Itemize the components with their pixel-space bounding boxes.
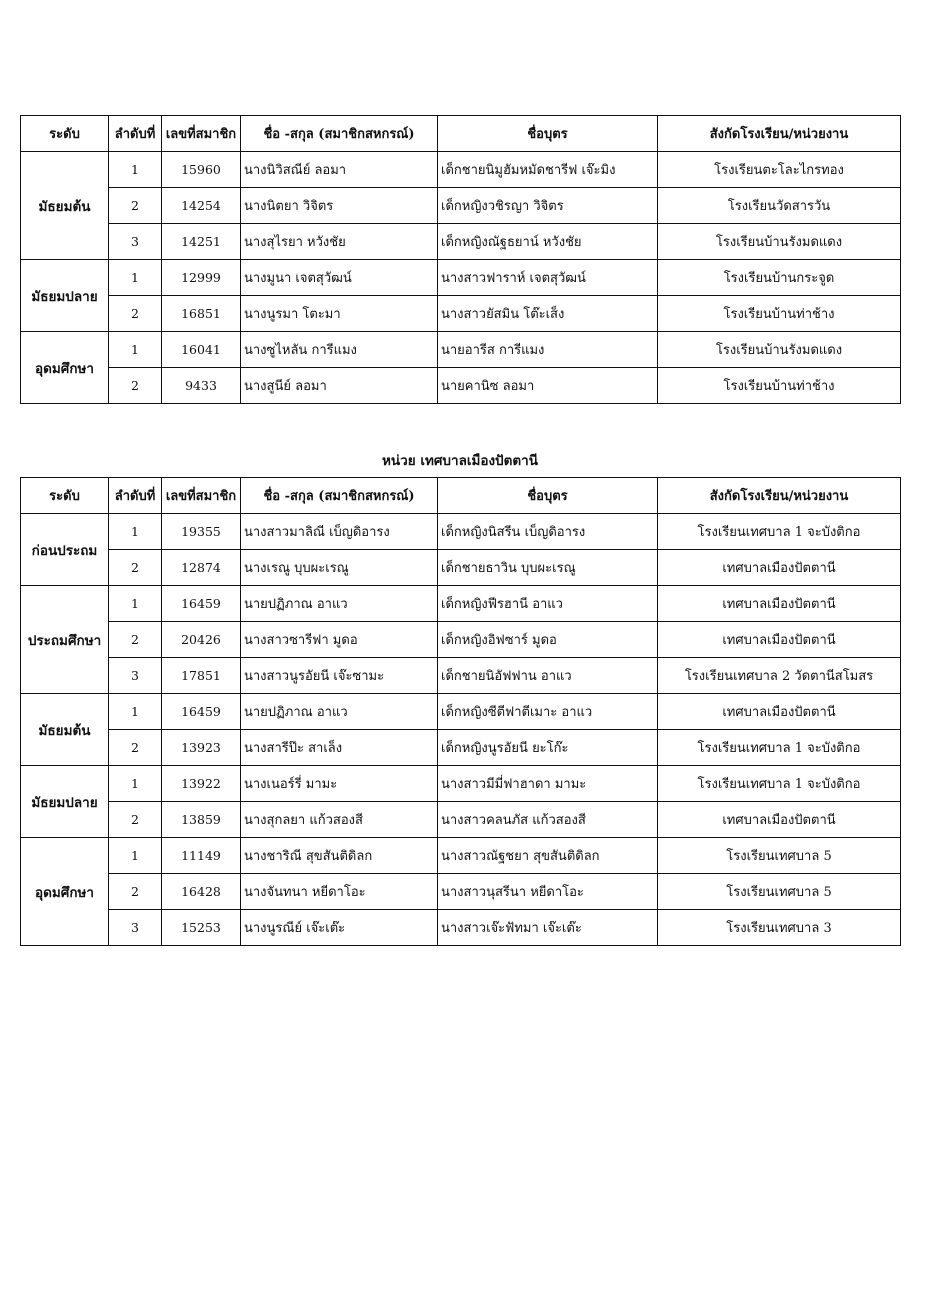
header-member-id: เลขที่สมาชิก [162, 116, 241, 152]
child-name-cell: เด็กชายธาวิน บุบผะเรณู [438, 550, 658, 586]
member-name-cell: นางชาริณี สุขสันติดิลก [241, 838, 438, 874]
table-row [21, 622, 901, 658]
child-name-cell: เด็กชายนิอัฟฟาน อาแว [438, 658, 658, 694]
order-cell: 1 [109, 694, 162, 730]
level-cell: มัธยมต้น [21, 152, 109, 260]
table-row [21, 550, 901, 586]
school-cell: โรงเรียนเทศบาล 3 [658, 910, 901, 946]
member-name-cell: นางสาวมาลิณี เบ็ญดิอารง [241, 514, 438, 550]
member-name-cell: นางซูไหลัน การีแมง [241, 332, 438, 368]
table-row [21, 766, 901, 802]
table-row [21, 874, 901, 910]
table-row [21, 658, 901, 694]
order-cell: 1 [109, 766, 162, 802]
child-name-cell: เด็กหญิงฟีรฮานี อาแว [438, 586, 658, 622]
header-row [21, 478, 901, 514]
member-name-cell: นางนิตยา วิจิตร [241, 188, 438, 224]
table-row [21, 260, 901, 296]
header-school: สังกัดโรงเรียน/หน่วยงาน [658, 478, 901, 514]
child-name-cell: นางสาวเจ๊ะฟัทมา เจ๊ะเต๊ะ [438, 910, 658, 946]
member-id-cell: 9433 [162, 368, 241, 404]
member-name-cell: นายปฏิภาณ อาแว [241, 694, 438, 730]
header-row [21, 116, 901, 152]
school-cell: โรงเรียนตะโละไกรทอง [658, 152, 901, 188]
level-cell: ประถมศึกษา [21, 586, 109, 694]
member-id-cell: 13922 [162, 766, 241, 802]
member-name-cell: นางสาวนูรอัยนี เจ๊ะซามะ [241, 658, 438, 694]
header-member-id: เลขที่สมาชิก [162, 478, 241, 514]
header-member-name: ชื่อ -สกุล (สมาชิกสหกรณ์) [241, 116, 438, 152]
member-name-cell: นางสุกลยา แก้วสองสี [241, 802, 438, 838]
member-name-cell: นางนูรณีย์ เจ๊ะเต๊ะ [241, 910, 438, 946]
table-row [21, 332, 901, 368]
child-name-cell: เด็กหญิงนูรอัยนี ยะโก๊ะ [438, 730, 658, 766]
table-row [21, 152, 901, 188]
member-name-cell: นางนิวิสณีย์ ลอมา [241, 152, 438, 188]
child-name-cell: นางสาวมีมี่ฟาฮาดา มามะ [438, 766, 658, 802]
school-cell: เทศบาลเมืองปัตตานี [658, 622, 901, 658]
school-cell: โรงเรียนเทศบาล 1 จะบังติกอ [658, 766, 901, 802]
table-row [21, 802, 901, 838]
table-row [21, 838, 901, 874]
school-cell: โรงเรียนบ้านรังมดแดง [658, 332, 901, 368]
member-id-cell: 16459 [162, 586, 241, 622]
order-cell: 1 [109, 514, 162, 550]
member-id-cell: 16428 [162, 874, 241, 910]
child-name-cell: นางสาวยัสมิน โต๊ะเส็ง [438, 296, 658, 332]
header-level: ระดับ [21, 116, 109, 152]
member-id-cell: 20426 [162, 622, 241, 658]
school-cell: โรงเรียนวัดสารวัน [658, 188, 901, 224]
member-id-cell: 16851 [162, 296, 241, 332]
child-name-cell: นางสาวนุสรีนา หยีดาโอะ [438, 874, 658, 910]
order-cell: 3 [109, 658, 162, 694]
member-name-cell: นางเรณู บุบผะเรณู [241, 550, 438, 586]
member-name-cell: นางสาวซารีฟา มูดอ [241, 622, 438, 658]
school-cell: เทศบาลเมืองปัตตานี [658, 550, 901, 586]
order-cell: 1 [109, 332, 162, 368]
member-id-cell: 19355 [162, 514, 241, 550]
member-id-cell: 11149 [162, 838, 241, 874]
member-name-cell: นางเนอร์รี่ มามะ [241, 766, 438, 802]
level-cell: มัธยมต้น [21, 694, 109, 766]
school-cell: โรงเรียนเทศบาล 1 จะบังติกอ [658, 514, 901, 550]
order-cell: 1 [109, 260, 162, 296]
member-name-cell: นางจันทนา หยีดาโอะ [241, 874, 438, 910]
child-name-cell: นายคานิซ ลอมา [438, 368, 658, 404]
header-member-name: ชื่อ -สกุล (สมาชิกสหกรณ์) [241, 478, 438, 514]
order-cell: 1 [109, 838, 162, 874]
table2-title: หน่วย เทศบาลเมืองปัตตานี [382, 453, 538, 469]
header-order: ลำดับที่ [109, 116, 162, 152]
member-id-cell: 16459 [162, 694, 241, 730]
scholarship-table-1 [20, 115, 901, 404]
table-row [21, 694, 901, 730]
school-cell: โรงเรียนเทศบาล 1 จะบังติกอ [658, 730, 901, 766]
child-name-cell: นายอารีส การีแมง [438, 332, 658, 368]
table-row [21, 910, 901, 946]
member-id-cell: 15253 [162, 910, 241, 946]
level-cell: อุดมศึกษา [21, 332, 109, 404]
school-cell: โรงเรียนบ้านท่าช้าง [658, 296, 901, 332]
member-name-cell: นางนูรมา โตะมา [241, 296, 438, 332]
child-name-cell: เด็กชายนิมูฮัมหมัดชารีฟ เจ๊ะมิง [438, 152, 658, 188]
order-cell: 3 [109, 910, 162, 946]
order-cell: 2 [109, 874, 162, 910]
child-name-cell: เด็กหญิงซีตีฟาตีเมาะ อาแว [438, 694, 658, 730]
table-row [21, 514, 901, 550]
child-name-cell: นางสาวคลนภัส แก้วสองสี [438, 802, 658, 838]
order-cell: 1 [109, 586, 162, 622]
order-cell: 2 [109, 296, 162, 332]
level-cell: มัธยมปลาย [21, 766, 109, 838]
member-id-cell: 13859 [162, 802, 241, 838]
order-cell: 2 [109, 802, 162, 838]
child-name-cell: เด็กหญิงอิฟซาร์ มูดอ [438, 622, 658, 658]
order-cell: 1 [109, 152, 162, 188]
table-row [21, 730, 901, 766]
header-child-name: ชื่อบุตร [438, 116, 658, 152]
school-cell: เทศบาลเมืองปัตตานี [658, 586, 901, 622]
table-row [21, 296, 901, 332]
member-id-cell: 12874 [162, 550, 241, 586]
member-id-cell: 16041 [162, 332, 241, 368]
table-row [21, 188, 901, 224]
member-id-cell: 13923 [162, 730, 241, 766]
child-name-cell: นางสาวณัฐชยา สุขสันติดิลก [438, 838, 658, 874]
order-cell: 2 [109, 368, 162, 404]
school-cell: โรงเรียนเทศบาล 5 [658, 838, 901, 874]
member-name-cell: นางสูนีย์ ลอมา [241, 368, 438, 404]
order-cell: 2 [109, 622, 162, 658]
member-id-cell: 14251 [162, 224, 241, 260]
level-cell: อุดมศึกษา [21, 838, 109, 946]
member-name-cell: นางสุไรยา หวังชัย [241, 224, 438, 260]
header-level: ระดับ [21, 478, 109, 514]
scholarship-table-2 [20, 477, 901, 946]
school-cell: โรงเรียนบ้านรังมดแดง [658, 224, 901, 260]
school-cell: เทศบาลเมืองปัตตานี [658, 694, 901, 730]
order-cell: 2 [109, 730, 162, 766]
member-name-cell: นายปฏิภาณ อาแว [241, 586, 438, 622]
table-row [21, 368, 901, 404]
school-cell: โรงเรียนเทศบาล 5 [658, 874, 901, 910]
member-id-cell: 15960 [162, 152, 241, 188]
member-name-cell: นางสารีป๊ะ สาเล็ง [241, 730, 438, 766]
child-name-cell: นางสาวฟาราห์ เจตสุวัฒน์ [438, 260, 658, 296]
order-cell: 2 [109, 550, 162, 586]
member-id-cell: 12999 [162, 260, 241, 296]
child-name-cell: เด็กหญิงนิสรีน เบ็ญดิอารง [438, 514, 658, 550]
child-name-cell: เด็กหญิงวชิรญา วิจิตร [438, 188, 658, 224]
school-cell: โรงเรียนเทศบาล 2 วัดตานีสโมสร [658, 658, 901, 694]
order-cell: 2 [109, 188, 162, 224]
child-name-cell: เด็กหญิงณัฐธยาน์ หวังชัย [438, 224, 658, 260]
table-row [21, 224, 901, 260]
member-id-cell: 14254 [162, 188, 241, 224]
header-child-name: ชื่อบุตร [438, 478, 658, 514]
header-school: สังกัดโรงเรียน/หน่วยงาน [658, 116, 901, 152]
school-cell: โรงเรียนบ้านท่าช้าง [658, 368, 901, 404]
school-cell: เทศบาลเมืองปัตตานี [658, 802, 901, 838]
member-id-cell: 17851 [162, 658, 241, 694]
level-cell: ก่อนประถม [21, 514, 109, 586]
member-name-cell: นางมูนา เจตสุวัฒน์ [241, 260, 438, 296]
level-cell: มัธยมปลาย [21, 260, 109, 332]
header-order: ลำดับที่ [109, 478, 162, 514]
school-cell: โรงเรียนบ้านกระจูด [658, 260, 901, 296]
table-row [21, 586, 901, 622]
order-cell: 3 [109, 224, 162, 260]
